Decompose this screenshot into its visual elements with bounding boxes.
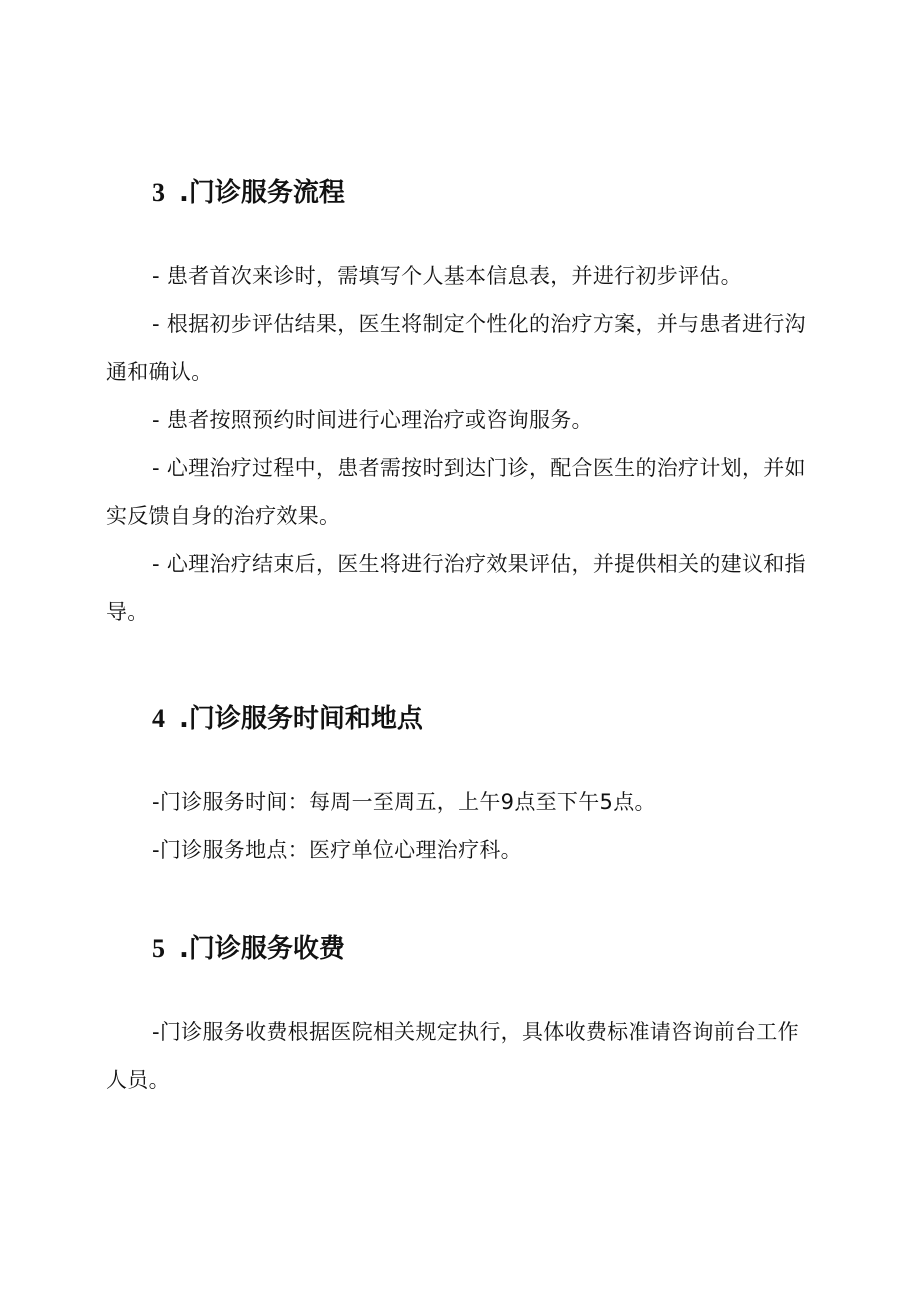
paragraph: -门诊服务时间：每周一至周五，上午9点至下午5点。	[152, 790, 656, 814]
paragraph: -门诊服务收费根据医院相关规定执行，具体收费标准请咨询前台工作人员。	[106, 1020, 799, 1092]
section-heading	[152, 702, 806, 736]
section-heading	[152, 176, 806, 210]
section-number: 5	[152, 934, 165, 963]
section-body	[106, 252, 806, 636]
section-fees	[106, 932, 806, 1104]
paragraph: - 心理治疗过程中，患者需按时到达门诊，配合医生的治疗计划，并如实反馈自身的治疗效果。	[106, 456, 806, 528]
paragraph: -门诊服务地点：医疗单位心理治疗科。	[152, 838, 522, 862]
section-title: .门诊服务收费	[179, 934, 345, 964]
paragraph: - 患者按照预约时间进行心理治疗或咨询服务。	[152, 408, 593, 432]
section-process	[106, 176, 806, 636]
section-title: .门诊服务时间和地点	[179, 704, 423, 734]
paragraph: - 心理治疗结束后，医生将进行治疗效果评估，并提供相关的建议和指导。	[106, 552, 806, 624]
paragraph: - 根据初步评估结果，医生将制定个性化的治疗方案，并与患者进行沟通和确认。	[106, 312, 806, 384]
section-heading	[152, 932, 806, 966]
section-body	[106, 1008, 806, 1104]
section-number: 3	[152, 178, 165, 207]
section-body	[106, 778, 806, 874]
section-number: 4	[152, 704, 165, 733]
section-title: .门诊服务流程	[179, 178, 345, 208]
section-time-location	[106, 702, 806, 874]
paragraph: - 患者首次来诊时，需填写个人基本信息表，并进行初步评估。	[152, 264, 742, 288]
